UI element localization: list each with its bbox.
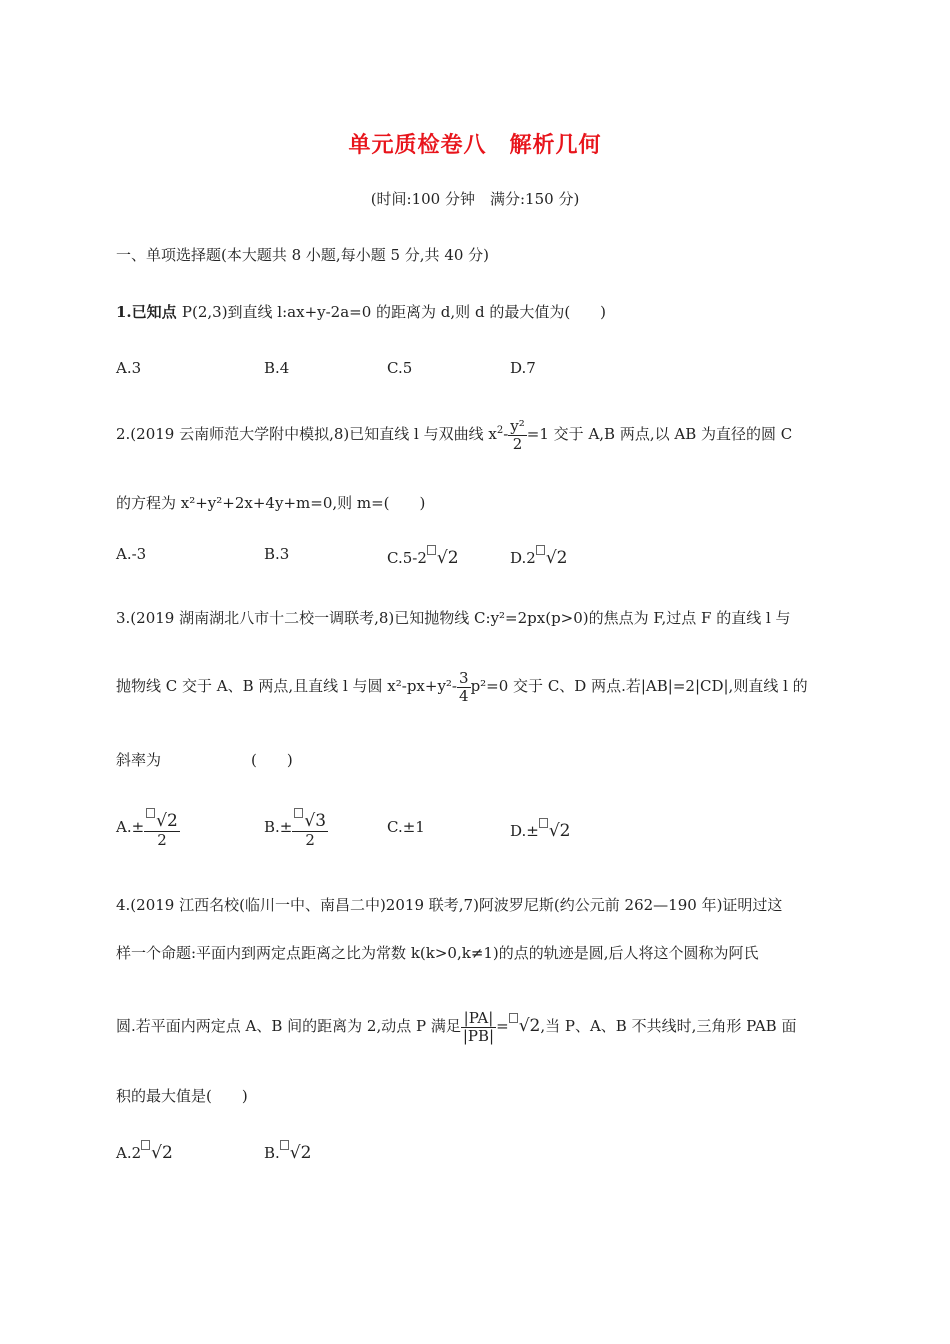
sqrt-icon: √2 <box>518 1016 541 1036</box>
q2-option-d <box>510 545 567 568</box>
question-4-text-a: 圆.若平面内两定点 A、B 间的距离为 2,动点 P 满足 <box>116 1017 461 1035</box>
sqrt-icon: √2 <box>545 548 568 568</box>
question-4-line-1: 4.(2019 江西名校(临川一中、南昌二中)2019 联考,7)阿波罗尼斯(约公元前 262—190 年)证明过这 <box>116 896 783 914</box>
question-1 <box>116 301 606 322</box>
q3-option-d <box>510 818 570 841</box>
question-2-line-1: 2.(2019 云南师范大学附中模拟,8)已知直线 l 与双曲线 $x^2-$ $\frac{\text{y²}}{2}$ =1 交于 A,B 两点,以 AB 为直径的圆 C <box>116 417 793 453</box>
placeholder-box-icon <box>539 818 548 828</box>
exam-info: (时间:100 分钟 满分:150 分) <box>370 190 580 208</box>
question-4-line-3: 圆.若平面内两定点 A、B 间的距离为 2,动点 P 满足 $\frac{|PA|}{|PB|}$ = √2,当 P、A、B 不共线时,三角形 PAB 面 <box>116 1009 797 1045</box>
placeholder-box-icon <box>294 808 303 818</box>
q2-option-c <box>387 545 459 568</box>
radicand: 2 <box>167 811 178 831</box>
question-3-line-1: 3.(2019 湖南湖北八市十二校一调联考,8)已知抛物线 C:y²=2px(p>0)的焦点为 F,过点 F 的直线 l 与 <box>116 609 791 627</box>
q1-option-b: B.4 <box>264 359 290 377</box>
q4-option-a-text: A.2 <box>116 1144 142 1162</box>
q3-option-c: C.±1 <box>387 818 425 836</box>
q4-option-b <box>264 1140 311 1163</box>
q3-option-b <box>264 808 328 848</box>
q1-option-d: D.7 <box>510 359 536 377</box>
sqrt-icon: √ <box>304 811 316 831</box>
question-2-line-2: 的方程为 x²+y²+2x+4y+m=0,则 m=( ) <box>116 494 426 512</box>
question-1-number: 1.已知点 <box>116 303 182 321</box>
q1-option-c: C.5 <box>387 359 413 377</box>
question-3-text-b: p²=0 交于 C、D 两点.若|AB|=2|CD|,则直线 l 的 <box>470 677 808 695</box>
placeholder-box-icon <box>509 1013 518 1023</box>
fraction <box>144 808 180 848</box>
fraction-denominator: 2 <box>512 434 523 453</box>
q2-option-a: A.-3 <box>116 545 147 563</box>
q4-option-b-text: B. <box>264 1144 280 1162</box>
fraction <box>461 1010 496 1044</box>
sqrt-icon: √2 <box>289 1143 312 1163</box>
sqrt-icon: √2 <box>151 1143 173 1163</box>
fraction-denominator: 4 <box>459 686 469 705</box>
question-2-text-b: =1 交于 A,B 两点,以 AB 为直径的圆 C <box>526 425 793 443</box>
q4-option-a <box>116 1140 173 1163</box>
q2-option-c-text: C.5-2 <box>387 549 427 567</box>
question-3-line-2 <box>116 670 808 704</box>
radicand: 3 <box>315 811 327 831</box>
section-heading: 一、单项选择题(本大题共 8 小题,每小题 5 分,共 40 分) <box>116 246 490 264</box>
question-2-text-a: 2.(2019 云南师范大学附中模拟,8)已知直线 l 与双曲线 x <box>116 425 497 443</box>
fraction-numerator <box>144 808 180 832</box>
fraction-numerator: y² <box>510 417 525 435</box>
q1-option-a: A.3 <box>116 359 142 377</box>
question-4-text-b: ,当 P、A、B 不共线时,三角形 PAB 面 <box>540 1017 797 1035</box>
question-1-text: P(2,3)到直线 l:ax+y-2a=0 的距离为 d,则 d 的最大值为( ) <box>181 303 607 321</box>
placeholder-box-icon <box>280 1140 289 1150</box>
placeholder-box-icon <box>536 545 545 555</box>
question-4-line-4: 积的最大值是( ) <box>116 1087 248 1105</box>
fraction-denominator: 2 <box>305 830 315 849</box>
fraction-numerator: |PA| <box>461 1010 496 1028</box>
fraction-denominator: |PB| <box>462 1026 495 1045</box>
fraction <box>292 808 328 848</box>
q3-option-d-text: D.± <box>510 822 539 840</box>
placeholder-box-icon <box>141 1140 150 1150</box>
q3-option-b-text: B.± <box>264 818 293 837</box>
fraction <box>457 670 471 704</box>
question-3-line-3: 斜率为 ( ) <box>116 751 293 769</box>
fraction-numerator <box>292 808 328 832</box>
fraction-numerator: 3 <box>459 669 469 687</box>
fraction-denominator: 2 <box>157 830 167 849</box>
placeholder-box-icon <box>146 808 155 818</box>
question-4-line-2: 样一个命题:平面内到两定点距离之比为常数 k(k>0,k≠1)的点的轨迹是圆,后人将这个圆称为阿氏 <box>116 944 759 962</box>
q2-option-d-text: D.2 <box>510 549 536 567</box>
placeholder-box-icon <box>427 545 436 555</box>
fraction <box>508 418 527 452</box>
page-title: 单元质检卷八 解析几何 <box>348 133 602 158</box>
q3-option-a <box>116 808 180 848</box>
question-3-text-a: 抛物线 C 交于 A、B 两点,且直线 l 与圆 x²-px+y²- <box>116 677 458 695</box>
sqrt-icon: √ <box>156 811 168 831</box>
sqrt-icon: √2 <box>436 548 459 568</box>
q2-option-b: B.3 <box>264 545 290 563</box>
q3-option-a-text: A.± <box>116 818 145 837</box>
sqrt-icon: √2 <box>548 821 571 841</box>
